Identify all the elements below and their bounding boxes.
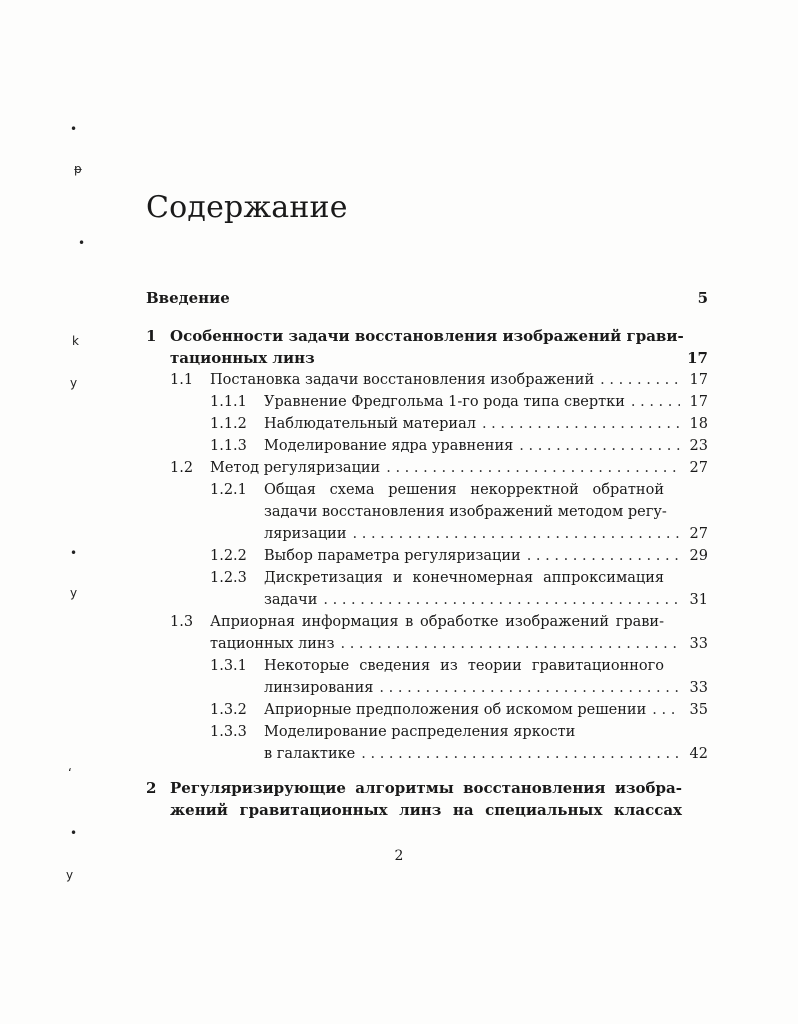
toc-chapter-1[interactable] [146,326,708,346]
page-number: 2 [394,848,404,864]
toc-chapter-1-cont[interactable] [170,348,708,368]
toc-chapter-title-line2: жений гравитационных линз на специальных классах [170,801,682,819]
toc-section-1-3-cont[interactable] [210,634,708,654]
toc-leader-dots [353,524,680,544]
toc-chapter-2-cont[interactable] [170,800,682,820]
toc-leader-dots [631,392,680,412]
toc-section-title: Метод регуляризации [210,460,381,476]
toc-section-1-3[interactable] [170,612,664,632]
scan-speck: ʻ [68,766,72,780]
toc-subsection-title-line1: Общая схема решения некорректной обратной [264,482,664,498]
toc-leader-dots [386,458,680,478]
toc-page-number: 31 [689,592,708,608]
toc-subsection-number: 1.1.3 [210,438,247,454]
toc-subsection-title-line2: задачи [264,592,318,608]
toc-subsection-title-line1: Некоторые сведения из теории гравитационного [264,658,664,674]
toc-chapter-number: 1 [146,327,157,345]
page-title: Содержание [146,190,348,225]
toc-subsection-1-1-1[interactable] [210,392,708,412]
scan-speck: y [70,586,78,600]
scan-speck: • [70,826,78,840]
toc-subsection-number: 1.3.3 [210,724,247,740]
toc-page-number: 29 [689,548,708,564]
toc-subsection-1-2-3[interactable] [210,568,664,588]
toc-subsection-title-line2: линзирования [264,680,374,696]
toc-subsection-title: Выбор параметра регуляризации [264,548,521,564]
toc-subsection-1-2-1[interactable] [210,480,664,500]
toc-subsection-1-2-1-end[interactable] [264,524,708,544]
toc-subsection-number: 1.2.3 [210,570,247,586]
toc-subsection-number: 1.3.2 [210,702,247,718]
scan-speck: y [66,868,74,882]
toc-section-1-1[interactable] [170,370,708,390]
toc-subsection-1-1-3[interactable] [210,436,708,456]
toc-subsection-title-line1: Моделирование распределения яркости [264,724,576,740]
toc-subsection-1-3-3-cont[interactable] [264,744,708,764]
toc-chapter-number: 2 [146,779,157,797]
toc-subsection-1-2-1-cont[interactable] [264,502,667,522]
toc-leader-dots [600,370,680,390]
toc-section-number: 1.3 [170,614,194,630]
toc-subsection-title-line3: ляризации [264,526,347,542]
toc-leader-dots [652,700,680,720]
toc-page-number: 18 [689,416,708,432]
toc-subsection-title-line2: задачи восстановления изображений методом регу- [264,504,667,520]
scan-speck: k [72,334,79,348]
toc-entry-title: Введение [146,289,230,307]
toc-subsection-number: 1.1.2 [210,416,247,432]
toc-section-number: 1.2 [170,460,194,476]
toc-page-number: 42 [689,746,708,762]
toc-chapter-title-line2: тационных линз [170,349,315,367]
toc-subsection-title: Моделирование ядра уравнения [264,438,514,454]
toc-page-number: 23 [689,438,708,454]
toc-page-number: 5 [697,289,708,307]
toc-leader-dots [527,546,680,566]
toc-page-number: 27 [689,526,708,542]
toc-subsection-1-2-2[interactable] [210,546,708,566]
toc-chapter-2[interactable] [146,778,682,798]
toc-subsection-number: 1.2.1 [210,482,247,498]
toc-section-title: Постановка задачи восстановления изображений [210,372,595,388]
scan-speck: • [70,546,78,560]
toc-leader-dots [482,414,680,434]
toc-page-number: 17 [689,394,708,410]
toc-subsection-title-line1: Дискретизация и конечномерная аппроксимация [264,570,664,586]
scan-speck: • [78,236,86,250]
toc-page-number: 33 [689,636,708,652]
toc-leader-dots [323,590,680,610]
toc-subsection-1-3-1-cont[interactable] [264,678,708,698]
toc-leader-dots [519,436,680,456]
toc-section-title-line2: тационных линз [210,636,335,652]
toc-chapter-title-line1: Особенности задачи восстановления изображений грави- [170,327,684,345]
toc-subsection-number: 1.2.2 [210,548,247,564]
scan-speck: • [70,122,78,136]
toc-subsection-1-3-3[interactable] [210,722,664,742]
toc-subsection-1-3-2[interactable] [210,700,708,720]
toc-subsection-1-2-3-cont[interactable] [264,590,708,610]
toc-section-title-line1: Априорная информация в обработке изображений грави- [210,614,664,630]
toc-subsection-title-line2: в галактике [264,746,356,762]
toc-page-number: 35 [689,702,708,718]
toc-leader-dots [341,634,681,654]
toc-subsection-title: Уравнение Фредгольма 1-го рода типа свертки [264,394,625,410]
toc-subsection-number: 1.3.1 [210,658,247,674]
toc-subsection-title: Наблюдательный материал [264,416,476,432]
scan-speck: ᵽ [74,162,83,176]
toc-section-number: 1.1 [170,372,194,388]
toc-chapter-title-line1: Регуляризирующие алгоритмы восстановления изобра- [170,779,682,797]
toc-leader-dots [361,744,680,764]
scan-speck: y [70,376,78,390]
toc-page-number: 27 [689,460,708,476]
toc-page-number: 33 [689,680,708,696]
toc-subsection-title: Априорные предположения об искомом решении [264,702,647,718]
toc-page-number: 17 [687,349,708,367]
toc-page-number: 17 [689,372,708,388]
toc-leader-dots [379,678,680,698]
toc-section-1-2[interactable] [170,458,708,478]
toc-subsection-number: 1.1.1 [210,394,247,410]
toc-subsection-1-3-1[interactable] [210,656,664,676]
toc-subsection-1-1-2[interactable] [210,414,708,434]
toc-entry-introduction[interactable] [146,288,708,308]
